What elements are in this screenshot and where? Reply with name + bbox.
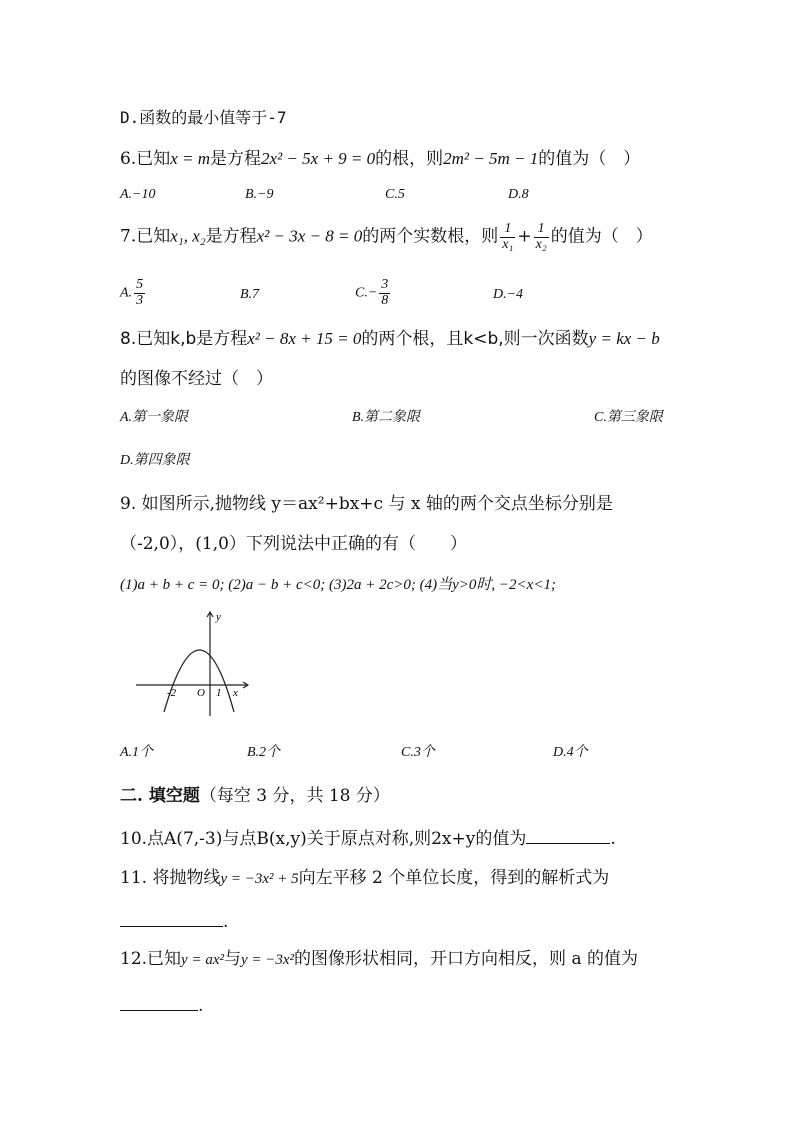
q7-end: 的值为（ ） xyxy=(550,226,653,247)
question-6-stem xyxy=(120,150,640,168)
q11-answer-line: . xyxy=(120,912,228,931)
y-axis-label: y xyxy=(216,611,221,623)
q7-equation: x² − 3x − 8 = 0 xyxy=(256,226,363,246)
q9-option-d: D.4个 xyxy=(553,745,588,760)
section-2-title: 二. 填空题 xyxy=(120,786,200,806)
q7-option-c-fraction: $\frac{3}{8}$ xyxy=(381,277,389,308)
q9-option-b: B.2个 xyxy=(247,745,281,760)
q6-end: 的值为（ ） xyxy=(538,149,641,169)
question-12: 12.已知y = ax²与y = −3x²的图像形状相同，开口方向相反，则 a 的值为 xyxy=(120,949,638,969)
q12-function-1: y = ax² xyxy=(181,952,224,968)
section-2-header xyxy=(120,788,390,805)
q7-plus: + xyxy=(517,226,532,247)
q9-option-c: C.3个 xyxy=(401,745,435,760)
q6-mid: 是方程 xyxy=(210,149,262,169)
q11-answer-blank[interactable] xyxy=(120,912,223,927)
q8-option-a: A.第一象限 xyxy=(120,410,189,425)
q9-stem-line2: （-2,0），(1,0）下列说法中正确的有（ ） xyxy=(120,534,467,554)
question-10: 10.点A(7,-3)与点B(x,y)关于原点对称,则2x+y的值为 . xyxy=(120,829,616,849)
q9-stem-line1: 9. 如图所示,抛物线 y＝ax²+bx+c 与 x 轴的两个交点坐标分别是 xyxy=(120,494,613,514)
q12-answer-line: . xyxy=(120,996,203,1015)
q8-function: y = kx − b xyxy=(588,329,660,348)
question-11: 11. 将抛物线y = −3x² + 5向左平移 2 个单位长度，得到的解析式为 xyxy=(120,868,610,888)
tick-label-neg2: -2 xyxy=(167,687,177,699)
q6-option-b: B.−9 xyxy=(245,187,274,202)
tick-label-1: 1 xyxy=(216,687,222,699)
origin-label: O xyxy=(197,687,205,699)
q7-fraction-2: $\frac{1}{\text{x₂}}$ xyxy=(535,221,547,252)
x-axis-label: x xyxy=(233,687,238,699)
q6-option-c: C.5 xyxy=(385,187,405,202)
q5-option-d: D.函数的最小值等于-7 xyxy=(120,108,287,127)
q9-option-a: A.1个 xyxy=(120,745,154,760)
q6-option-a: A.−10 xyxy=(120,187,156,202)
q6-condition: x = m xyxy=(170,149,211,168)
q7-option-a: A. $\frac{5}{3}$ xyxy=(120,277,144,308)
q8-option-d: D.第四象限 xyxy=(120,453,190,468)
q7-option-c: C.− $\frac{3}{8}$ xyxy=(355,277,389,308)
q8-mid: 的两个根，且k<b,则一次函数 xyxy=(361,329,589,349)
q7-mid: 是方程 xyxy=(205,226,257,247)
question-7-stem xyxy=(120,222,653,252)
section-2-note: （每空 3 分，共 18 分） xyxy=(199,786,390,806)
q8-option-b: B.第二象限 xyxy=(352,410,421,425)
q8-stem-line2: 的图像不经过（ ） xyxy=(120,369,273,389)
q6-expression: 2m² − 5m − 1 xyxy=(443,149,539,168)
q7-mid2: 的两个实数根，则 xyxy=(362,226,499,247)
q7-option-a-fraction: $\frac{5}{3}$ xyxy=(136,277,144,308)
q8-prefix: 8.已知k,b是方程 xyxy=(120,329,248,349)
q6-equation: 2x² − 5x + 9 = 0 xyxy=(261,149,376,168)
q7-option-b: B.7 xyxy=(240,287,260,302)
q7-fraction-1: $\frac{1}{\text{x₁}}$ xyxy=(502,221,514,252)
q8-equation: x² − 8x + 15 = 0 xyxy=(247,329,362,348)
q6-prefix: 6.已知 xyxy=(120,149,171,169)
q8-option-c: C.第三象限 xyxy=(594,410,663,425)
q7-option-d: D.−4 xyxy=(493,287,524,302)
q6-mid2: 的根，则 xyxy=(375,149,444,169)
q6-option-d: D.8 xyxy=(508,187,529,202)
q10-answer-blank[interactable] xyxy=(526,829,610,844)
question-8-stem xyxy=(120,330,660,348)
q12-function-2: y = −3x² xyxy=(240,952,295,968)
parabola-graph xyxy=(134,608,254,720)
parabola-curve xyxy=(164,650,234,712)
q11-function: y = −3x² + 5 xyxy=(220,871,299,887)
q9-statements: (1)a + b + c = 0; (2)a − b + c<0; (3)2a + 2c>0; (4)当y>0时, −2<x<1; xyxy=(120,577,556,593)
q7-prefix: 7.已知 xyxy=(120,226,171,247)
q7-roots: x₁, x₂ xyxy=(170,226,206,246)
q12-answer-blank[interactable] xyxy=(120,996,198,1011)
